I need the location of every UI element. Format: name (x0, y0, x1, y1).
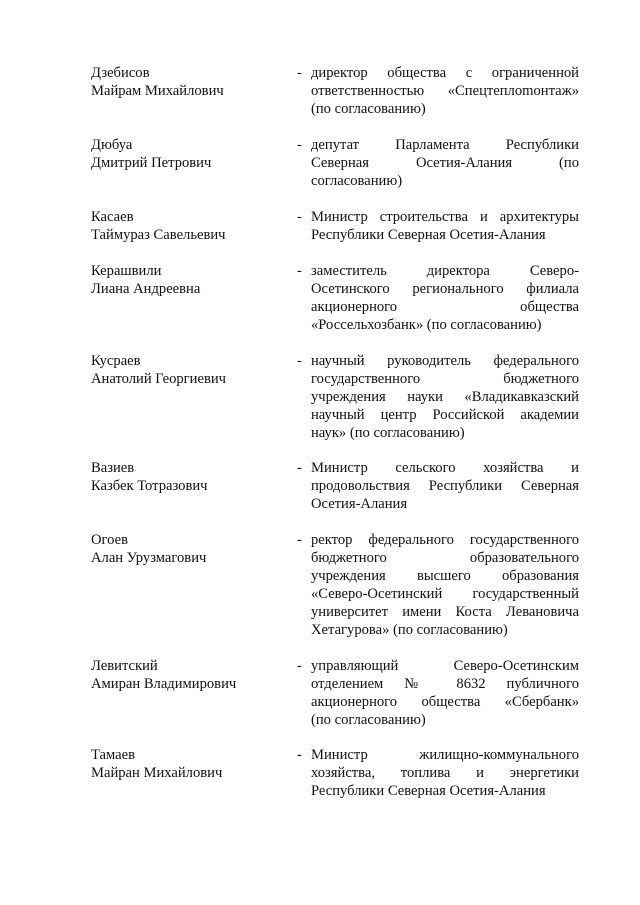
separator-dash: - (297, 747, 302, 763)
separator-dash: - (297, 137, 302, 153)
position-line: учреждения науки «Владикавказский (311, 389, 579, 405)
separator-dash: - (297, 460, 302, 476)
member-given-names: Алан Урузмагович (91, 550, 207, 566)
member-surname: Дюбуа (91, 137, 133, 153)
member-surname: Керашвили (91, 263, 162, 279)
position-line: продовольствия Республики Северная (311, 478, 579, 494)
member-given-names: Майран Михайлович (91, 765, 223, 781)
position-line: наук» (по согласованию) (311, 425, 465, 441)
member-name (91, 64, 291, 100)
member-position (311, 64, 579, 118)
position-line: научный центр Российской академии (311, 407, 579, 423)
member-position (311, 136, 579, 190)
member-position (311, 208, 579, 244)
member-surname: Касаев (91, 209, 134, 225)
position-line: Министр жилищно-коммунального (311, 747, 579, 763)
position-line: согласованию) (311, 173, 403, 189)
member-name (91, 531, 291, 567)
member-given-names: Казбек Тотразович (91, 478, 208, 494)
member-name (91, 459, 291, 495)
position-line: «Северо-Осетинский государственный (311, 586, 579, 602)
member-given-names: Анатолий Георгиевич (91, 371, 226, 387)
member-position (311, 746, 579, 800)
position-line: Осетия-Алания (311, 496, 408, 512)
position-line: ректор федерального государственного (311, 532, 579, 548)
member-surname: Вазиев (91, 460, 135, 476)
position-line: акционерного общества (311, 299, 579, 315)
separator-dash: - (297, 658, 302, 674)
position-line: научный руководитель федерального (311, 353, 579, 369)
position-line: ответственностью «Спецтеплomонтаж» (311, 83, 579, 99)
member-position (311, 531, 579, 639)
member-name (91, 657, 291, 693)
member-position (311, 459, 579, 513)
position-line: бюджетного образовательного (311, 550, 579, 566)
position-line: директор общества с ограниченной (311, 65, 579, 81)
position-line: учреждения высшего образования (311, 568, 579, 584)
separator-dash: - (297, 209, 302, 225)
position-line: акционерного общества «Сбербанк» (311, 694, 579, 710)
position-line: государственного бюджетного (311, 371, 579, 387)
member-position (311, 262, 579, 334)
member-surname: Дзебисов (91, 65, 150, 81)
separator-dash: - (297, 263, 302, 279)
position-line: Республики Северная Осетия-Алания (311, 783, 546, 799)
member-name (91, 136, 291, 172)
member-surname: Огоев (91, 532, 129, 548)
member-given-names: Амиран Владимирович (91, 676, 237, 692)
position-line: университет имени Коста Левановича (311, 604, 579, 620)
position-line: хозяйства, топлива и энергетики (311, 765, 579, 781)
member-surname: Тамаев (91, 747, 136, 763)
member-name (91, 746, 291, 782)
member-surname: Кусраев (91, 353, 141, 369)
position-line: Северная Осетия-Алания (по (311, 155, 579, 171)
separator-dash: - (297, 532, 302, 548)
position-line: «Россельхозбанк» (по согласованию) (311, 317, 542, 333)
position-line: Министр строительства и архитектуры (311, 209, 579, 225)
member-position (311, 657, 579, 729)
position-line: управляющий Северо-Осетинским (311, 658, 579, 674)
separator-dash: - (297, 353, 302, 369)
separator-dash: - (297, 65, 302, 81)
position-line: Министр сельского хозяйства и (311, 460, 579, 476)
member-name (91, 352, 291, 388)
member-surname: Левитский (91, 658, 158, 674)
position-line: (по согласованию) (311, 712, 426, 728)
member-name (91, 262, 291, 298)
position-line: Хетагурова» (по согласованию) (311, 622, 508, 638)
member-given-names: Таймураз Савельевич (91, 227, 226, 243)
position-line: заместитель директора Северо- (311, 263, 579, 279)
position-line: депутат Парламента Республики (311, 137, 579, 153)
position-line: отделением № 8632 публичного (311, 676, 579, 692)
member-given-names: Майрам Михайлович (91, 83, 224, 99)
member-name (91, 208, 291, 244)
member-given-names: Лиана Андреевна (91, 281, 201, 297)
member-position (311, 352, 579, 442)
member-given-names: Дмитрий Петрович (91, 155, 212, 171)
position-line: Осетинского регионального филиала (311, 281, 579, 297)
position-line: Республики Северная Осетия-Алания (311, 227, 546, 243)
position-line: (по согласованию) (311, 101, 426, 117)
